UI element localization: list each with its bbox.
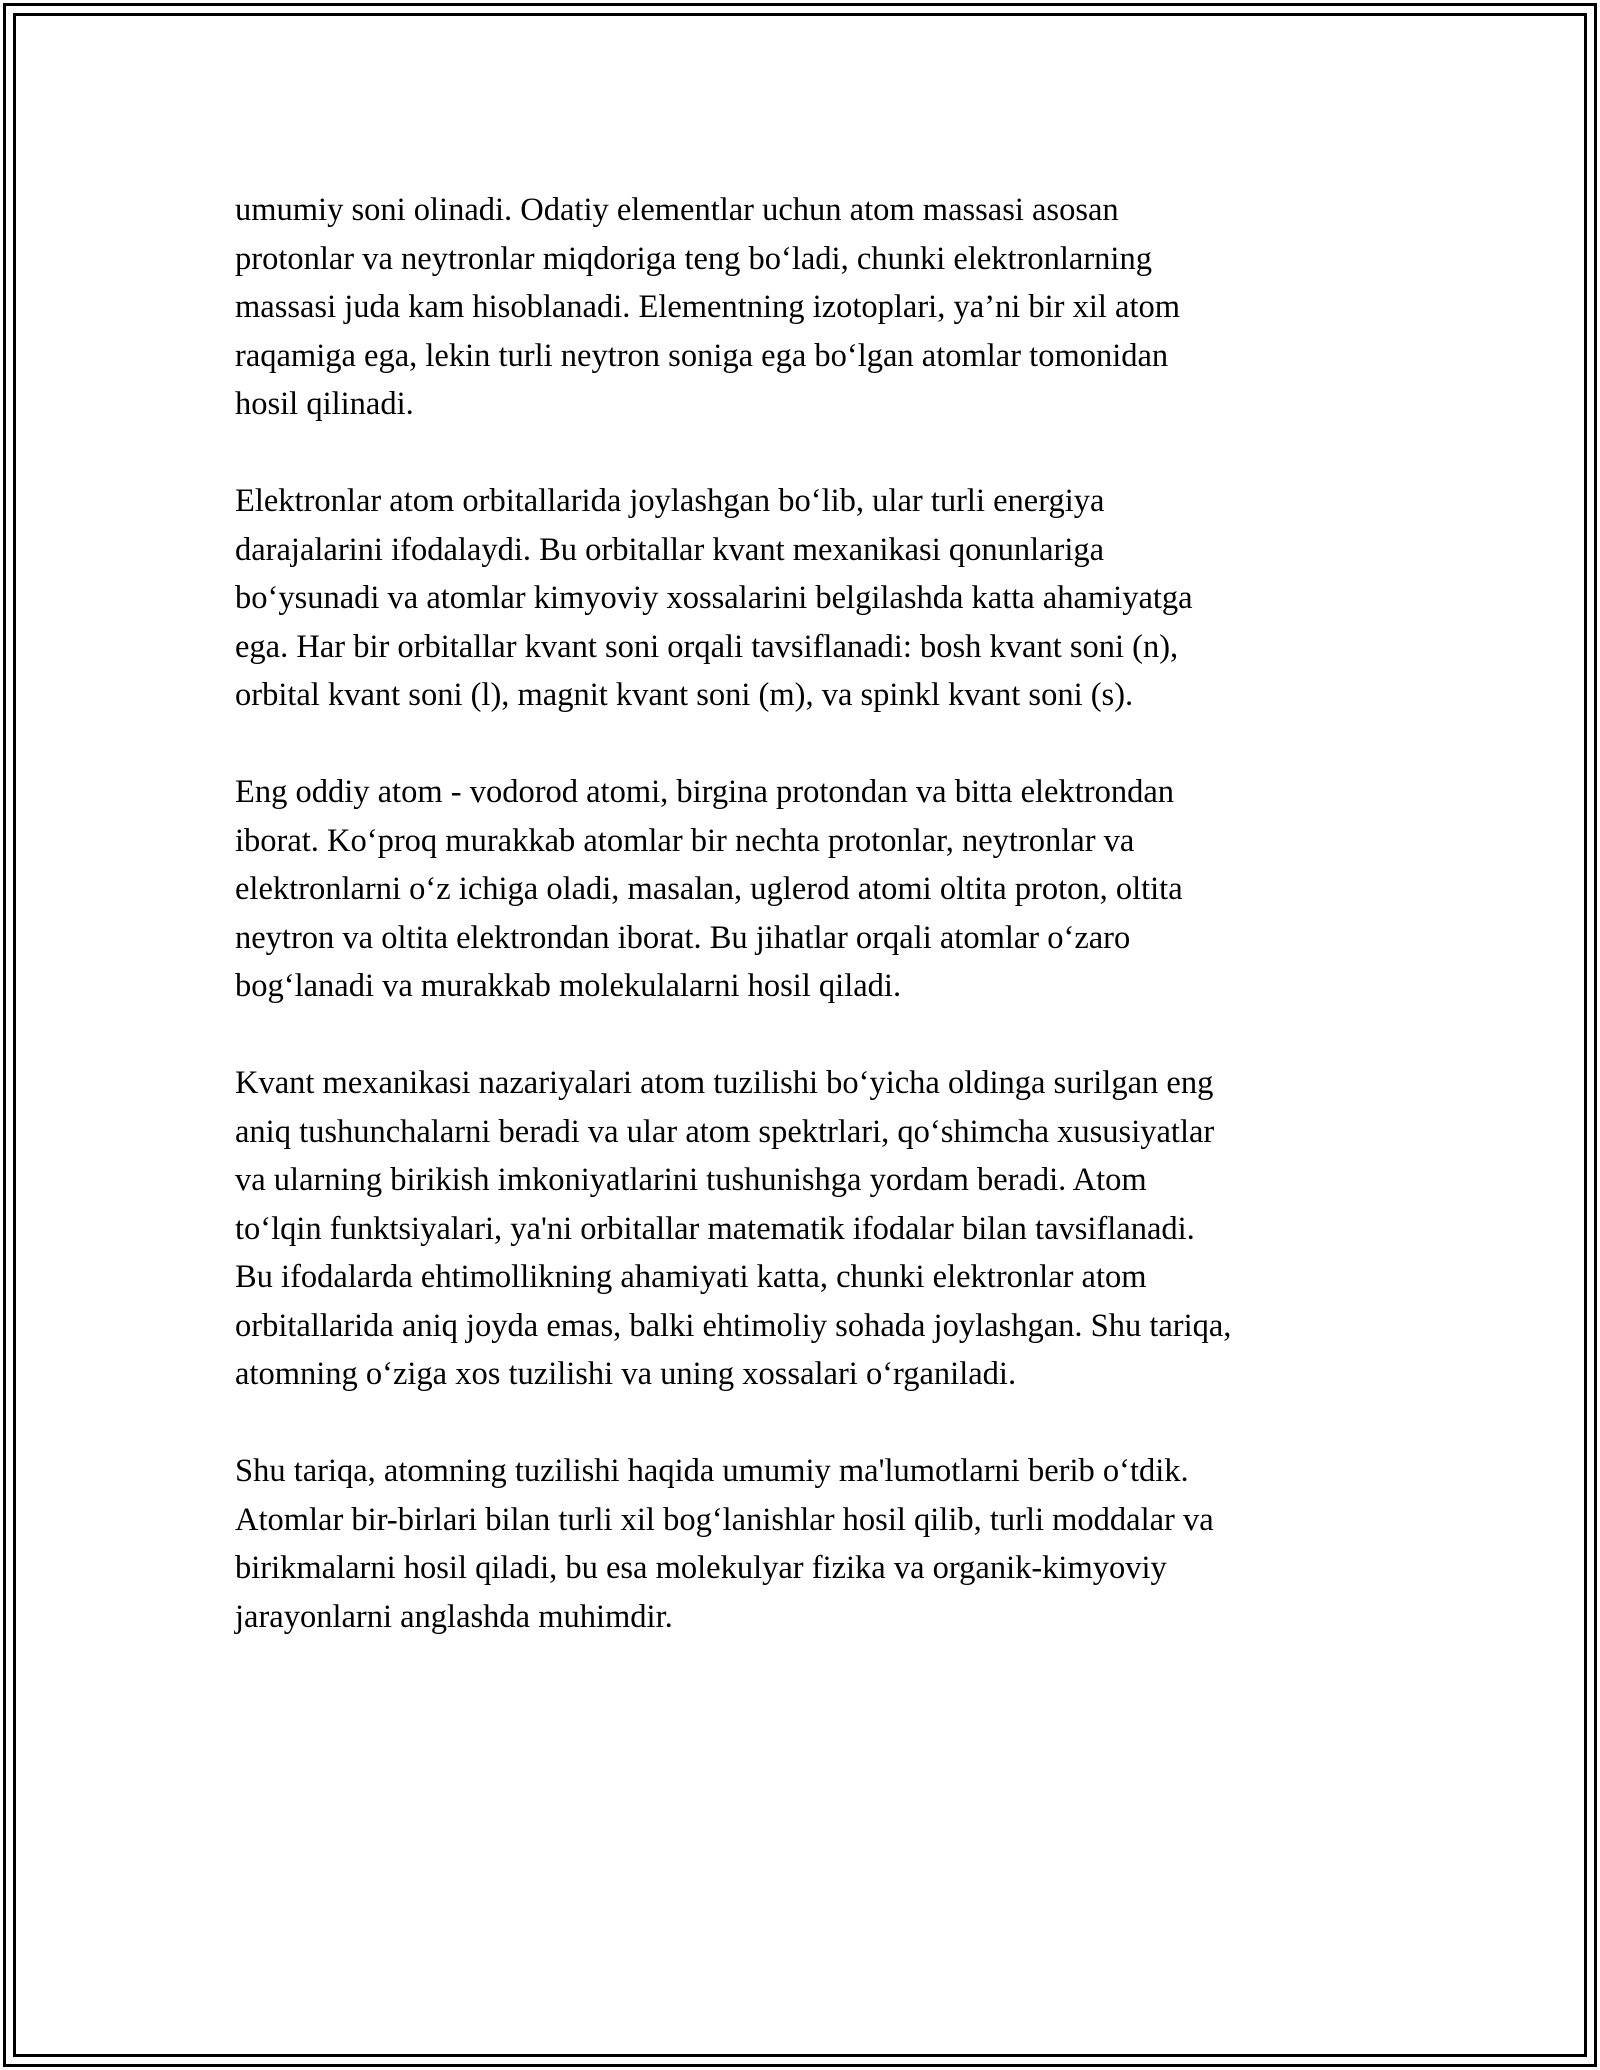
text-line: raqamiga ega, lekin turli neytron soniga ega bo‘lgan atomlar tomonidan	[235, 337, 1169, 374]
text-line: Atomlar bir-birlari bilan turli xil bog‘lanishlar hosil qilib, turli moddalar va	[235, 1501, 1214, 1538]
text-line: elektronlarni o‘z ichiga oladi, masalan, uglerod atomi oltita proton, oltita	[235, 871, 1183, 907]
text-line: darajalarini ifodalaydi. Bu orbitallar kvant mexanikasi qonunlariga	[235, 531, 1105, 568]
text-line: massasi juda kam hisoblanadi. Elementning izotoplari, ya’ni bir xil atom	[235, 289, 1181, 325]
text-line: atomning o‘ziga xos tuzilishi va uning xossalari o‘rganiladi.	[235, 1356, 1017, 1392]
text-line: Elektronlar atom orbitallarida joylashgan bo‘lib, ular turli energiya	[235, 483, 1105, 519]
paragraph-5	[235, 1447, 1395, 1641]
paragraph-3	[235, 768, 1395, 1011]
text-line: Kvant mexanikasi nazariyalari atom tuzilishi bo‘yicha oldinga surilgan eng	[235, 1065, 1214, 1101]
paragraph-4	[235, 1059, 1395, 1399]
text-line: aniq tushunchalarni beradi va ular atom spektrlari, qo‘shimcha xususiyatlar	[235, 1113, 1215, 1150]
text-line: Shu tariqa, atomning tuzilishi haqida umumiy ma'lumotlarni berib o‘tdik.	[235, 1453, 1189, 1489]
text-line: va ularning birikish imkoniyatlarini tushunishga yordam beradi. Atom	[235, 1162, 1147, 1198]
text-line: iborat. Ko‘proq murakkab atomlar bir nechta protonlar, neytronlar va	[235, 822, 1135, 859]
text-line: orbitallarida aniq joyda emas, balki ehtimoliy sohada joylashgan. Shu tariqa,	[235, 1307, 1232, 1344]
text-line: umumiy soni olinadi. Odatiy elementlar uchun atom massasi asosan	[235, 192, 1119, 228]
text-line: Bu ifodalarda ehtimollikning ahamiyati katta, chunki elektronlar atom	[235, 1259, 1147, 1295]
text-line: bog‘lanadi va murakkab molekulalarni hosil qiladi.	[235, 968, 902, 1004]
paragraph-1	[235, 186, 1395, 429]
text-line: birikmalarni hosil qiladi, bu esa molekulyar fizika va organik-kimyoviy	[235, 1550, 1167, 1586]
text-line: protonlar va neytronlar miqdoriga teng bo‘ladi, chunki elektronlarning	[235, 240, 1152, 277]
text-line: neytron va oltita elektrondan iborat. Bu jihatlar orqali atomlar o‘zaro	[235, 919, 1131, 956]
text-line: Eng oddiy atom - vodorod atomi, birgina protondan va bitta elektrondan	[235, 774, 1174, 810]
text-line: hosil qilinadi.	[235, 386, 414, 422]
text-line: ega. Har bir orbitallar kvant soni orqali tavsiflanadi: bosh kvant soni (n),	[235, 628, 1179, 665]
text-line: orbital kvant soni (l), magnit kvant soni (m), va spinkl kvant soni (s).	[235, 677, 1134, 713]
text-line: bo‘ysunadi va atomlar kimyoviy xossalarini belgilashda katta ahamiyatga	[235, 580, 1193, 616]
document-body	[235, 186, 1395, 1690]
paragraph-2	[235, 477, 1395, 720]
text-line: jarayonlarni anglashda muhimdir.	[235, 1598, 673, 1635]
text-line: to‘lqin funktsiyalari, ya'ni orbitallar matematik ifodalar bilan tavsiflanadi.	[235, 1210, 1195, 1247]
